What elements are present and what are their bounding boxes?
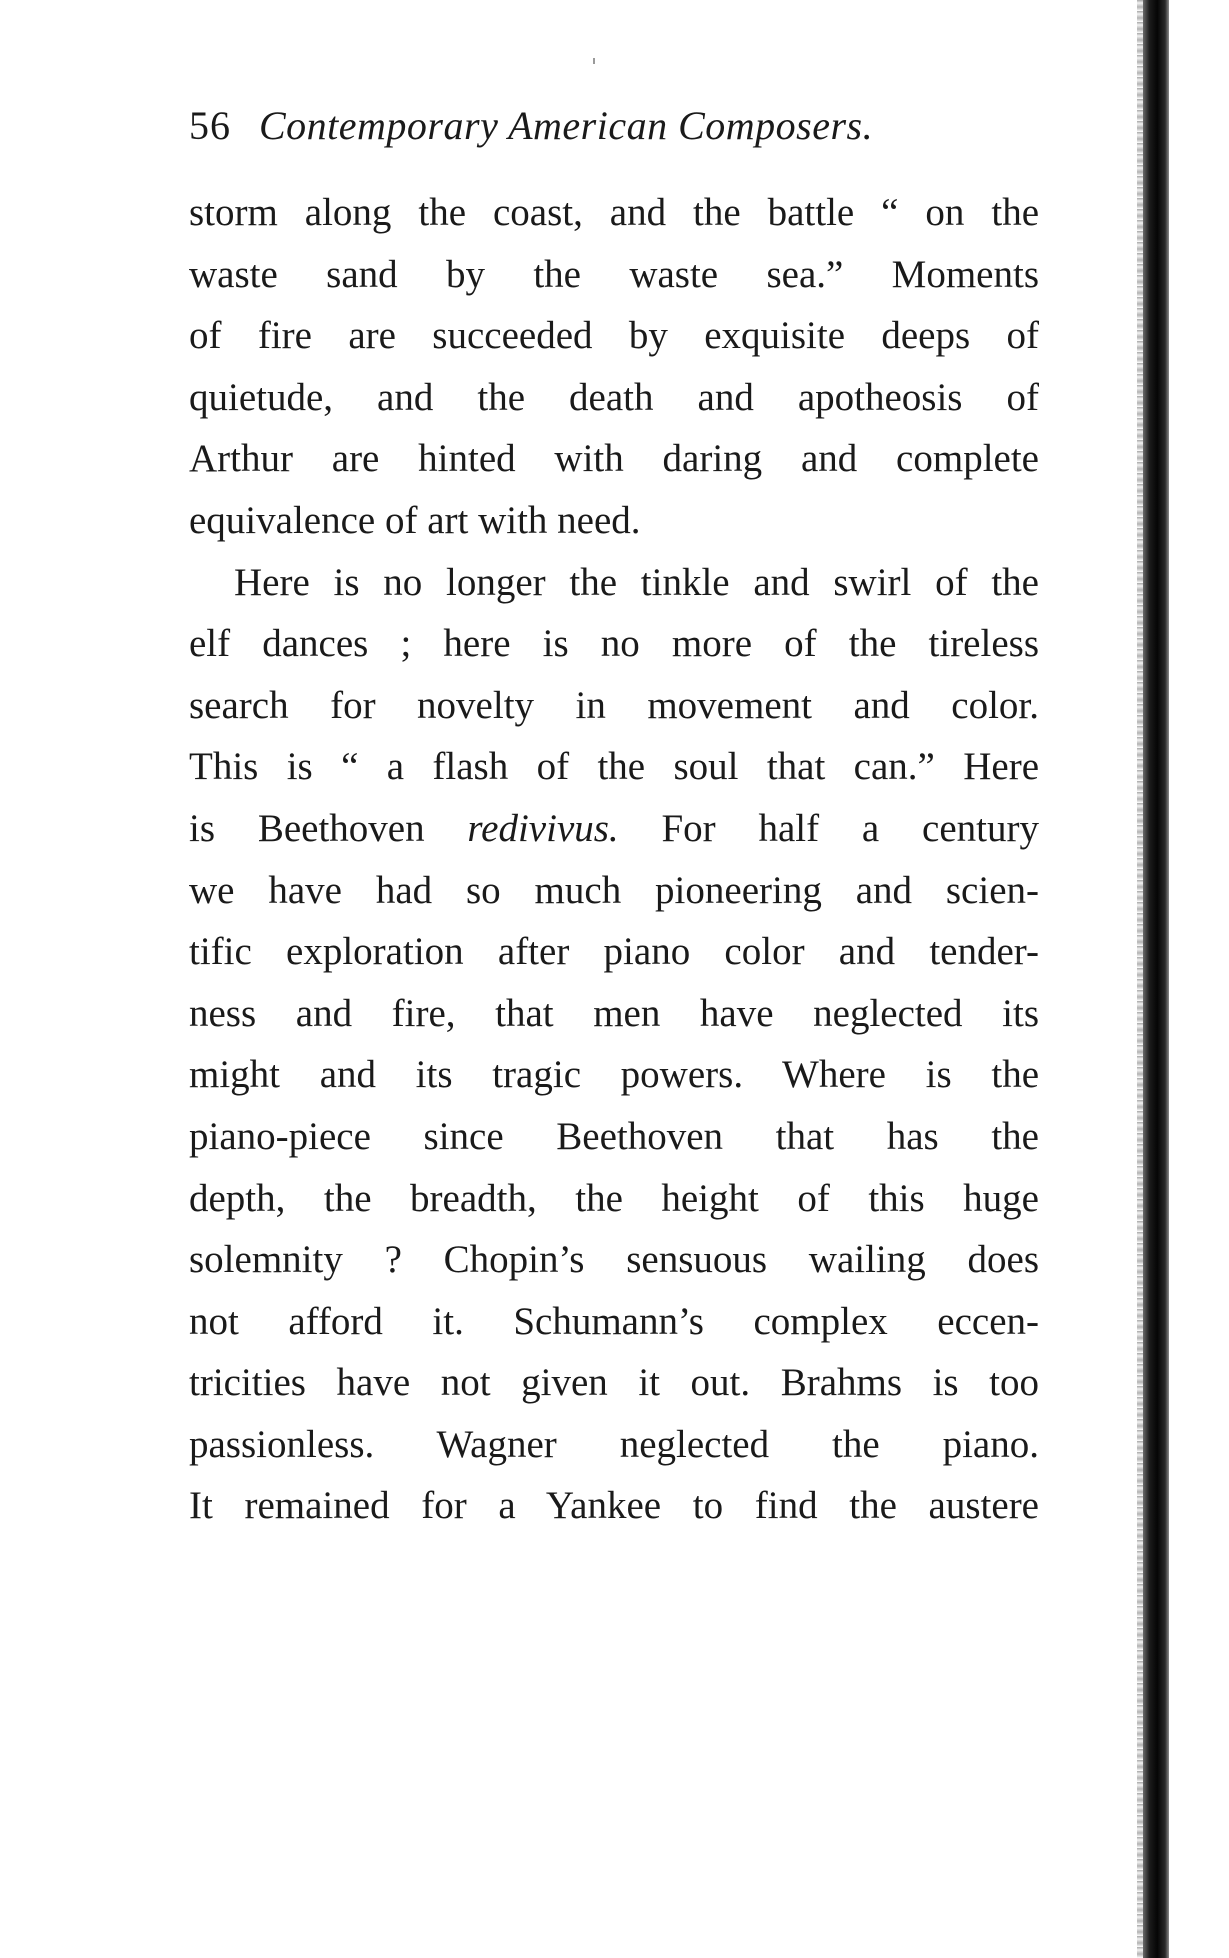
text-line: Arthur are hinted with daring and complete	[189, 437, 1039, 481]
binding-edge-shadow	[1143, 0, 1169, 1958]
scan-speck	[593, 58, 595, 64]
text-line-with-italic	[189, 798, 1039, 860]
text-line: we have had so much pioneering and scien-	[189, 868, 1039, 912]
text-line: passionless. Wagner neglected the piano.	[189, 1422, 1039, 1466]
paragraph-end-line: equivalence of art with need.	[189, 498, 641, 542]
text-segment: is Beethoven	[189, 806, 468, 850]
text-line: of fire are succeeded by exquisite deeps of	[189, 314, 1039, 358]
page-number: 56	[189, 103, 231, 148]
text-line: elf dances ; here is no more of the tireless	[189, 622, 1039, 666]
text-line: solemnity ? Chopin’s sensuous wailing does	[189, 1238, 1039, 1282]
text-line: might and its tragic powers. Where is the	[189, 1053, 1039, 1097]
text-line: ness and fire, that men have neglected its	[189, 991, 1039, 1035]
text-line: piano-piece since Beethoven that has the	[189, 1114, 1039, 1158]
text-line: tricities have not given it out. Brahms is too	[189, 1361, 1039, 1405]
body-text	[189, 182, 1039, 1537]
text-line: tific exploration after piano color and tender-	[189, 930, 1039, 974]
paragraph-start-line: Here is no longer the tinkle and swirl of the	[234, 560, 1039, 604]
text-line: search for novelty in movement and color.	[189, 683, 1039, 727]
text-line: waste sand by the waste sea.” Moments	[189, 252, 1039, 296]
text-line: storm along the coast, and the battle “ on the	[189, 191, 1039, 234]
text-line: It remained for a Yankee to find the austere	[189, 1484, 1039, 1528]
text-line: depth, the breadth, the height of this huge	[189, 1176, 1039, 1220]
book-title: Contemporary American Composers.	[259, 103, 874, 148]
text-line: This is “ a flash of the soul that can.” Here	[189, 745, 1039, 789]
text-line: not afford it. Schumann’s complex eccen-	[189, 1299, 1039, 1343]
text-line: quietude, and the death and apotheosis of	[189, 375, 1039, 419]
text-segment: For half a century	[618, 806, 1039, 850]
italic-term: redivivus.	[467, 806, 619, 850]
running-head	[189, 96, 873, 156]
